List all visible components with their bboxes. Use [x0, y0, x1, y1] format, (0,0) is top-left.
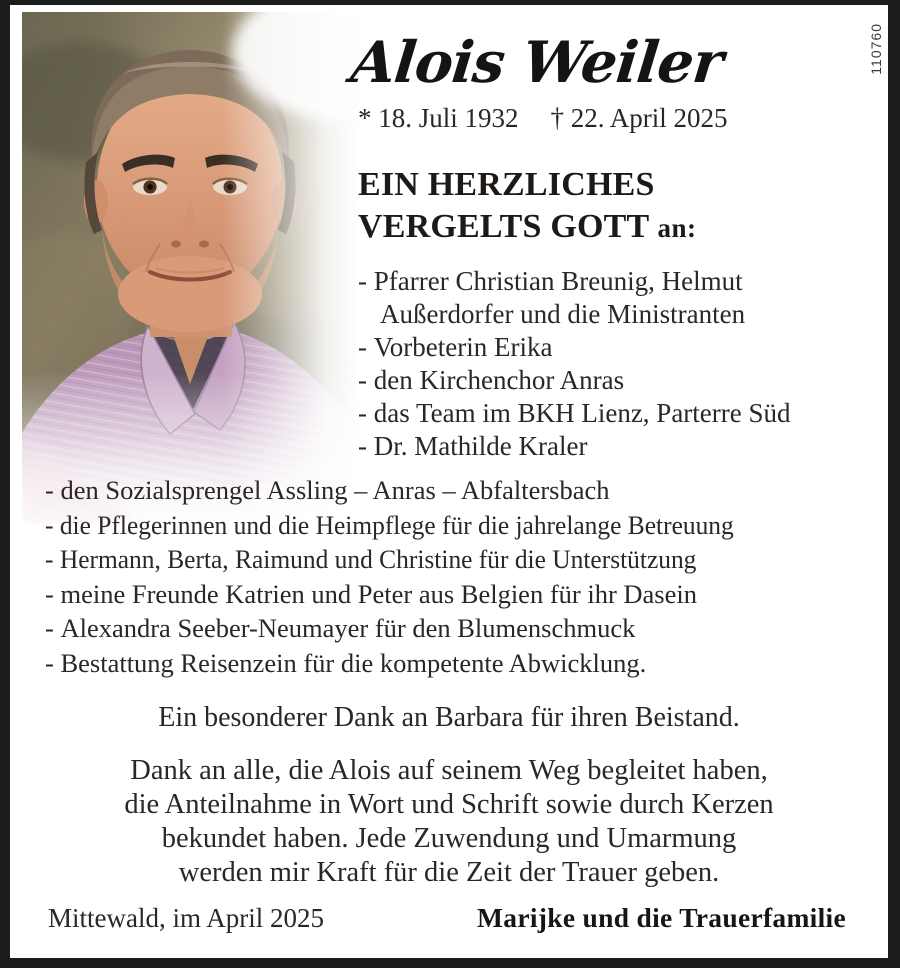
closing-line: werden mir Kraft für die Zeit der Trauer geben.: [178, 857, 720, 888]
list-item: - Bestattung Reisenzein für die kompetente Abwicklung.: [45, 646, 865, 681]
place-and-date: Mittewald, im April 2025: [48, 903, 324, 933]
death-date: † 22. April 2025: [550, 103, 728, 133]
life-dates: [358, 103, 868, 134]
deceased-name: Alois Weiler: [347, 29, 726, 96]
birth-date: * 18. Juli 1932: [358, 103, 519, 133]
closing-paragraph: [10, 754, 888, 890]
portrait-illustration: [22, 12, 360, 524]
thanks-heading-line1: EIN HERZLICHES: [358, 166, 655, 203]
special-thanks-line: Ein besonderer Dank an Barbara für ihren Beistand.: [158, 702, 740, 733]
list-item: - das Team im BKH Lienz, Parterre Süd: [358, 397, 863, 430]
closing-line: Dank an alle, die Alois auf seinem Weg begleitet haben,: [130, 755, 768, 786]
list-item: - Alexandra Seeber-Neumayer für den Blumenschmuck: [45, 611, 865, 646]
list-item: - den Kirchenchor Anras: [358, 364, 863, 397]
list-item: - Pfarrer Christian Breunig, Helmut Außerdorfer und die Ministranten: [358, 265, 863, 331]
thanks-list-right: [358, 265, 863, 463]
thanks-heading-suffix: an:: [657, 213, 697, 243]
list-item: - die Pflegerinnen und die Heimpflege für die jahrelange Betreuung: [45, 508, 832, 543]
thanks-list-full: [45, 473, 865, 680]
footer: [48, 902, 846, 934]
list-item: - Hermann, Berta, Raimund und Christine für die Unterstützung: [45, 542, 832, 577]
obituary-notice: [10, 5, 888, 958]
closing-line: bekundet haben. Jede Zuwendung und Umarmung: [161, 823, 737, 854]
closing-line: die Anteilnahme in Wort und Schrift sowie durch Kerzen: [124, 789, 774, 820]
list-item: - den Sozialsprengel Assling – Anras – Abfaltersbach: [45, 473, 865, 508]
thanks-heading: [358, 164, 868, 249]
list-item: - meine Freunde Katrien und Peter aus Belgien für ihr Dasein: [45, 577, 865, 612]
main-column: [348, 31, 868, 463]
list-item: - Vorbeterin Erika: [358, 331, 863, 364]
thanks-heading-line2: VERGELTS GOTT an:: [358, 208, 697, 245]
list-item: - Dr. Mathilde Kraler: [358, 430, 863, 463]
print-id-number: 110760: [868, 23, 884, 75]
family-signature: Marijke und die Trauerfamilie: [477, 902, 846, 933]
portrait-photo: [22, 12, 360, 524]
